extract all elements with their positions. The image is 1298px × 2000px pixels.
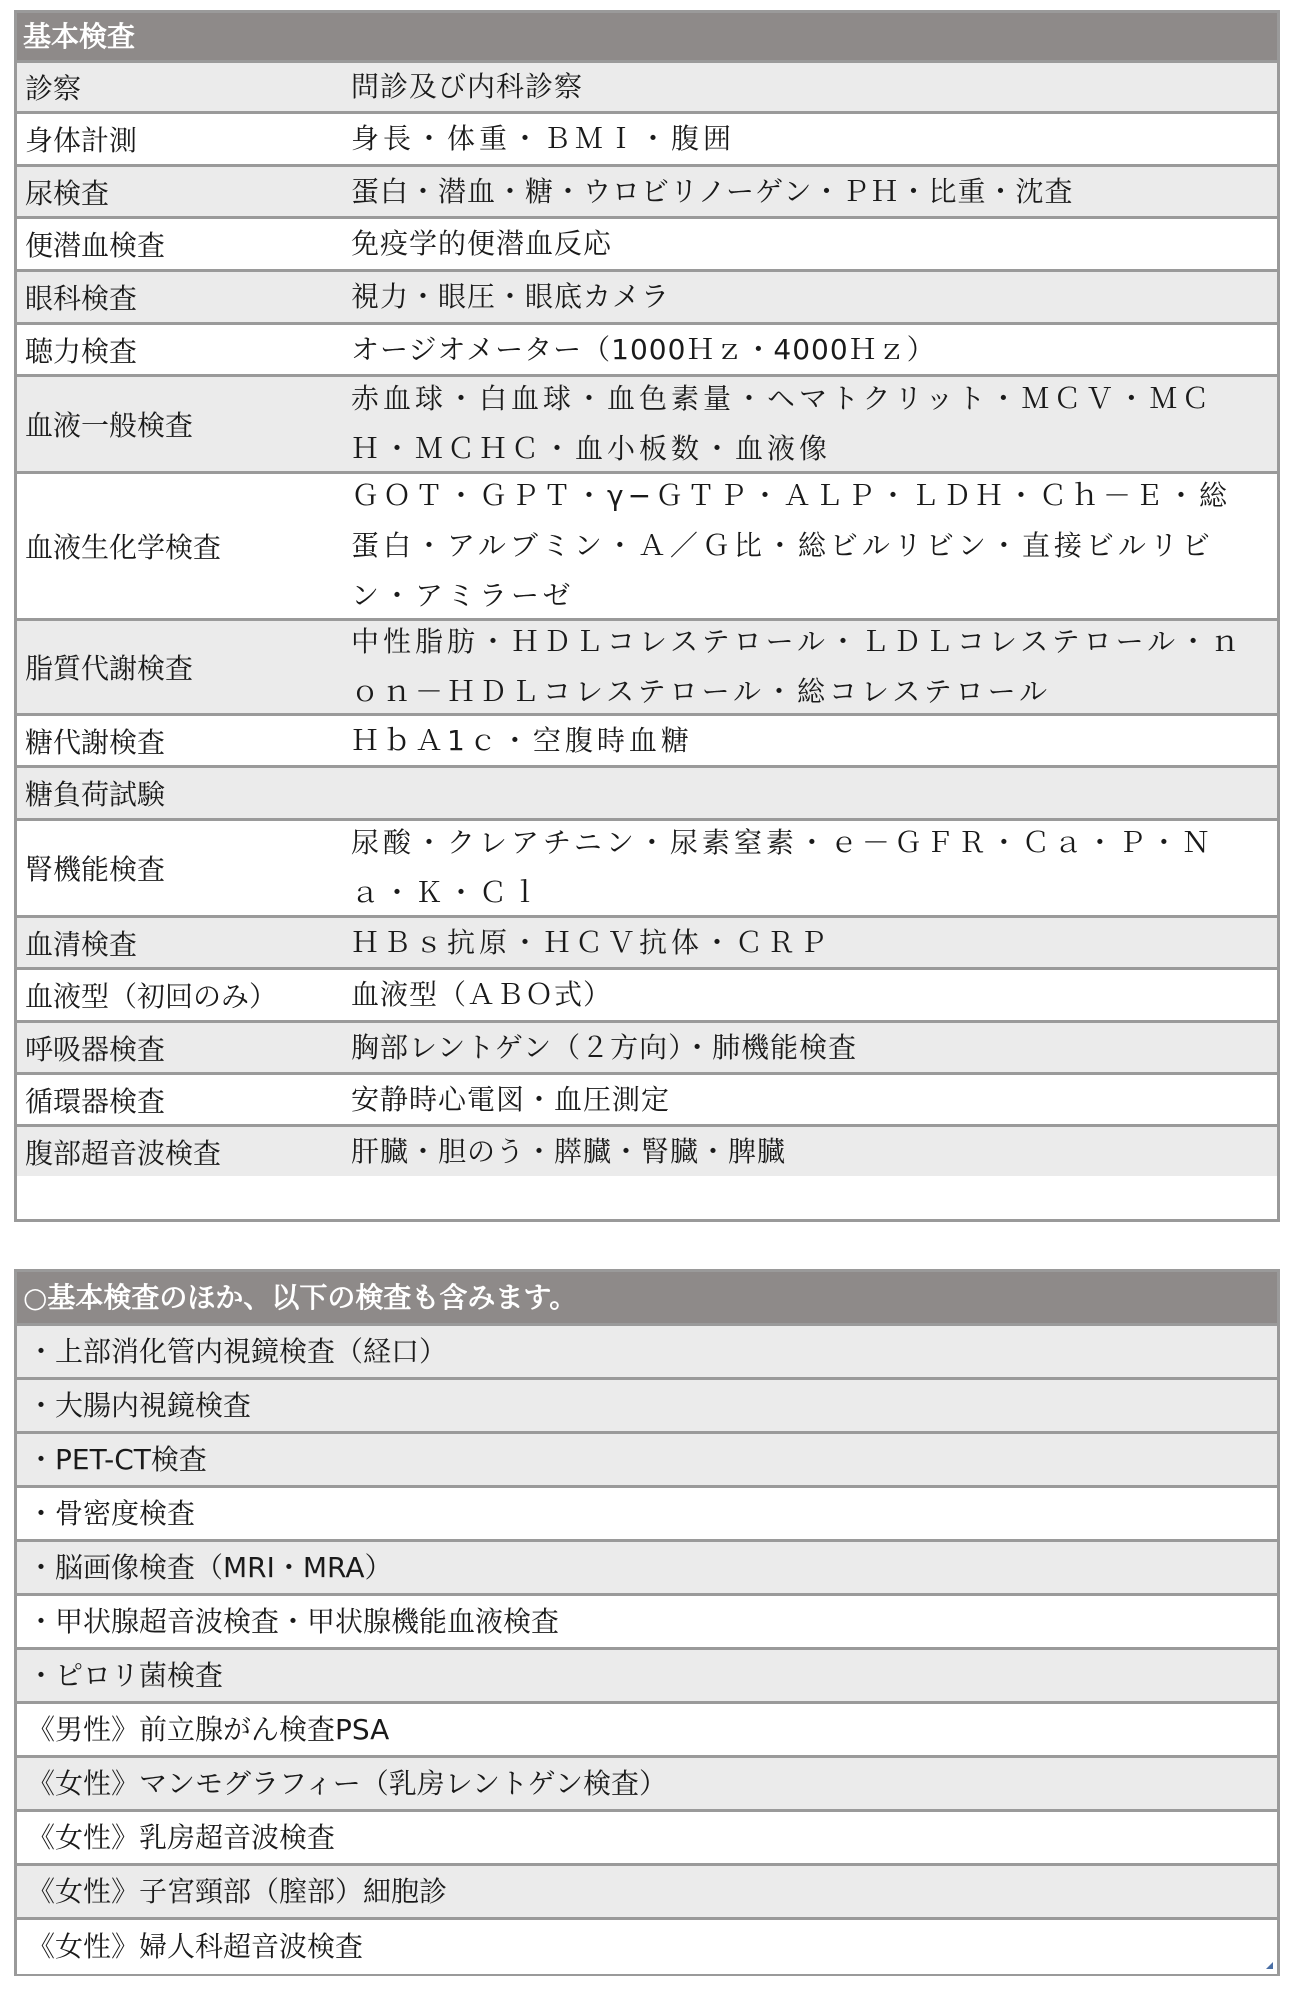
additional-exams-rows bbox=[17, 1326, 1277, 1974]
exam-category: 呼吸器検査 bbox=[25, 1032, 166, 1066]
additional-exam-label: 《女性》婦人科超音波検査 bbox=[27, 1930, 364, 1963]
exam-category: 眼科検査 bbox=[25, 282, 138, 315]
exam-details: 視力・眼圧・眼底カメラ bbox=[351, 280, 671, 313]
exam-details: 蛋白・潜血・糖・ウロビリノーゲン・ＰＨ・比重・沈査 bbox=[351, 174, 1074, 208]
exam-category: 脂質代謝検査 bbox=[25, 652, 194, 685]
exam-details: ＨＢｓ抗原・ＨＣＶ抗体・ＣＲＰ bbox=[351, 925, 832, 959]
list-item bbox=[17, 1920, 1277, 1974]
exam-details: 問診及び内科診察 bbox=[351, 70, 584, 103]
exam-category: 血清検査 bbox=[25, 927, 138, 961]
additional-exam-label: ・PET-CT検査 bbox=[27, 1442, 207, 1476]
resize-corner-icon bbox=[1266, 1962, 1273, 1969]
exam-category: 腹部超音波検査 bbox=[25, 1136, 222, 1170]
list-item bbox=[17, 1866, 1277, 1920]
additional-exam-label: ・甲状腺超音波検査・甲状腺機能血液検査 bbox=[27, 1604, 560, 1638]
list-item bbox=[17, 1542, 1277, 1596]
exam-category: 診察 bbox=[25, 72, 82, 105]
table-row bbox=[17, 63, 1277, 114]
list-item bbox=[17, 1758, 1277, 1812]
additional-exams-table bbox=[14, 1269, 1280, 1976]
additional-exam-label: 《女性》乳房超音波検査 bbox=[27, 1820, 336, 1854]
basic-exams-table bbox=[14, 10, 1280, 1222]
exam-details: 免疫学的便潜血反応 bbox=[351, 227, 613, 260]
table-row bbox=[17, 821, 1277, 918]
table-row bbox=[17, 918, 1277, 970]
list-item bbox=[17, 1326, 1277, 1380]
table-row bbox=[17, 716, 1277, 768]
table-row bbox=[17, 325, 1277, 377]
list-item bbox=[17, 1812, 1277, 1866]
additional-exam-label: 《女性》マンモグラフィー（乳房レントゲン検査） bbox=[27, 1766, 667, 1800]
exam-category: 糖負荷試験 bbox=[25, 778, 166, 811]
exam-details: ＧＯＴ・ＧＰＴ・γ−ＧＴＰ・ＡＬＰ・ＬＤＨ・Ｃｈ－Ｅ・総蛋白・アルブミン・Ａ／Ｇ比・総ビルリビン・直接ビルリビン・アミラーゼ bbox=[351, 479, 1232, 612]
table-row bbox=[17, 621, 1277, 716]
table-row bbox=[17, 114, 1277, 167]
table-row bbox=[17, 970, 1277, 1023]
table-row bbox=[17, 219, 1277, 272]
exam-category: 腎機能検査 bbox=[25, 853, 166, 886]
exam-category: 糖代謝検査 bbox=[25, 725, 166, 759]
exam-category: 循環器検査 bbox=[25, 1084, 166, 1118]
additional-exam-label: ・ピロリ菌検査 bbox=[27, 1658, 224, 1692]
exam-category: 血液一般検査 bbox=[25, 409, 194, 442]
exam-details: ＨｂＡ1ｃ・空腹時血糖 bbox=[351, 723, 693, 757]
additional-exams-header: ○基本検査のほか、以下の検査も含みます。 bbox=[17, 1272, 1277, 1326]
basic-exams-header: 基本検査 bbox=[17, 13, 1277, 63]
exam-details: 血液型（ＡＢＯ式） bbox=[351, 978, 613, 1011]
additional-exam-label: ・大腸内視鏡検査 bbox=[27, 1388, 252, 1422]
list-item bbox=[17, 1488, 1277, 1542]
exam-details: 中性脂肪・ＨＤＬコレステロール・ＬＤＬコレステロール・ｎｏｎ－ＨＤＬコレステロール・総コレステロール bbox=[351, 625, 1244, 708]
additional-exam-label: ・骨密度検査 bbox=[27, 1496, 196, 1530]
exam-details: 胸部レントゲン（２方向）・肺機能検査 bbox=[351, 1030, 858, 1064]
exam-details: オージオメーター（1000Ｈｚ・4000Ｈｚ） bbox=[351, 332, 936, 366]
exam-details: 赤血球・白血球・血色素量・ヘマトクリット・ＭＣＶ・ＭＣＨ・ＭＣＨＣ・血小板数・血液像 bbox=[351, 382, 1214, 465]
additional-exam-label: 《女性》子宮頸部（膣部）細胞診 bbox=[27, 1874, 448, 1908]
list-item bbox=[17, 1704, 1277, 1758]
list-item bbox=[17, 1434, 1277, 1488]
additional-exam-label: 《男性》前立腺がん検査PSA bbox=[27, 1712, 390, 1746]
list-item bbox=[17, 1596, 1277, 1650]
exam-details: 肝臓・胆のう・膵臓・腎臓・脾臓 bbox=[351, 1134, 787, 1168]
list-item bbox=[17, 1650, 1277, 1704]
table-row bbox=[17, 768, 1277, 821]
additional-exam-label: ・脳画像検査（MRI・MRA） bbox=[27, 1550, 393, 1584]
additional-exam-label: ・上部消化管内視鏡検査（経口） bbox=[27, 1334, 448, 1368]
exam-category: 身体計測 bbox=[25, 124, 138, 157]
table-row bbox=[17, 272, 1277, 325]
exam-details: 身長・体重・ＢＭＩ・腹囲 bbox=[351, 122, 736, 155]
exam-details: 安静時心電図・血圧測定 bbox=[351, 1082, 671, 1116]
exam-category: 聴力検査 bbox=[25, 334, 138, 368]
exam-category: 便潜血検査 bbox=[25, 229, 166, 262]
exam-details: 尿酸・クレアチニン・尿素窒素・ｅ－ＧＦＲ・Ｃａ・Ｐ・Ｎａ・Ｋ・Ｃｌ bbox=[351, 826, 1214, 909]
table-row bbox=[17, 167, 1277, 219]
table-row bbox=[17, 474, 1277, 621]
exam-category: 血液生化学検査 bbox=[25, 531, 222, 564]
table-row bbox=[17, 377, 1277, 474]
table-row bbox=[17, 1127, 1277, 1176]
basic-exams-rows bbox=[17, 63, 1277, 1176]
table-row bbox=[17, 1075, 1277, 1127]
table-row bbox=[17, 1023, 1277, 1075]
list-item bbox=[17, 1380, 1277, 1434]
exam-category: 尿検査 bbox=[25, 176, 110, 210]
exam-category: 血液型（初回のみ） bbox=[25, 980, 278, 1013]
